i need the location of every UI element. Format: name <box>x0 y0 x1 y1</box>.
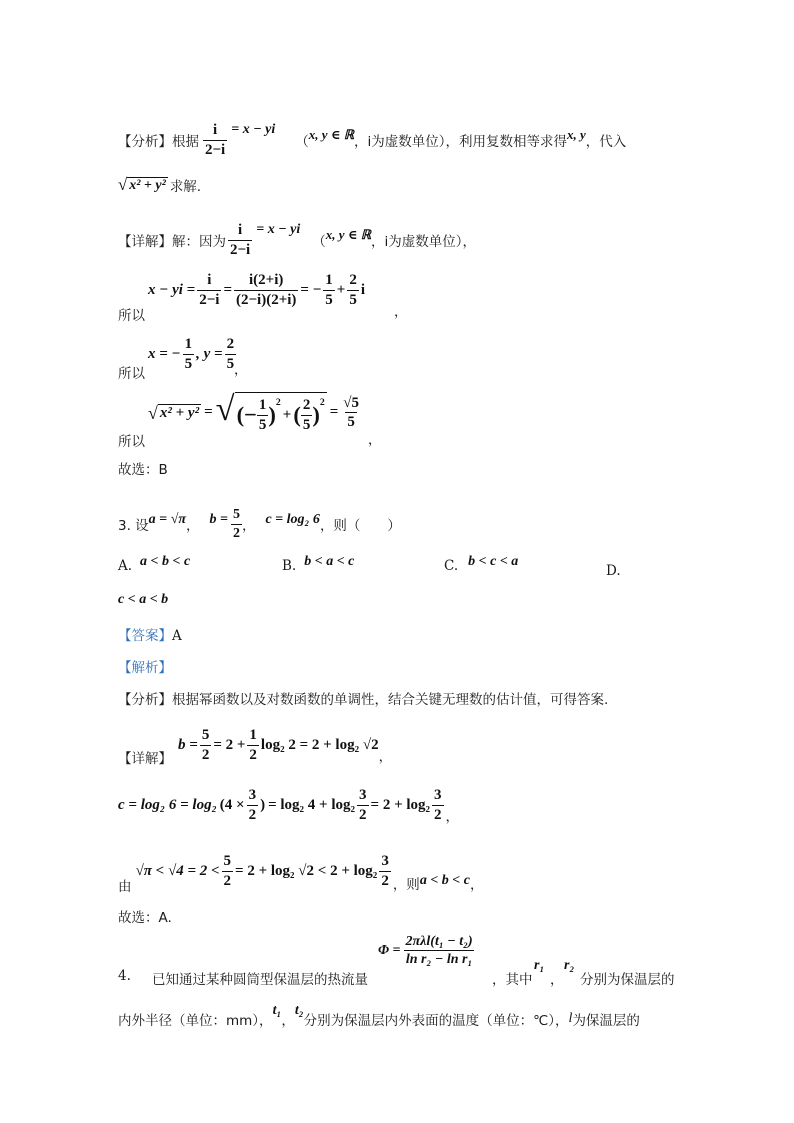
fraction-4: $\frac{2}{5}$ <box>349 272 357 308</box>
so-label: 所以 <box>118 366 145 382</box>
fraction-5-2: $\frac{5}{2}$ <box>232 507 240 541</box>
option-d-content: c < a < b <box>118 592 169 607</box>
fraction-3-2: $\frac{3}{2}$ <box>248 787 257 823</box>
fraction-1-2: $\frac{1}{2}$ <box>249 727 257 763</box>
option-c[interactable]: C. b < c < a <box>444 554 519 574</box>
step-2-equation: x = − $\frac{1}{5}$ , y = $\frac{2}{5}$ <box>148 336 235 372</box>
sqrt-sum-of-squares: √ (− $\frac{1}{5}$ ) $^2$ + ( $\frac{2}{5}$ ) $^2$ <box>215 390 325 433</box>
condition-tail: ，i为虚数单位），利用复数相等求得 <box>354 134 568 150</box>
analysis-line-1: 【分析】根据 $\frac{i}{2-i}$ = x − yi （ x, y ∈ ℝ ，i为虚数单位），利用复数相等求得 x, y ，代入 <box>118 122 627 158</box>
analysis-line-2 <box>118 170 201 200</box>
option-a[interactable]: A. a < b < c <box>118 554 191 574</box>
c-line: c = log₂ 6 = log₂ (4 × $\frac{3}{2}$ ) = log₂ 4 + log₂ $\frac{3}{2}$ = 2 + log₂ $\frac{3}{2}$ ， <box>118 787 460 825</box>
step-3-equation: √ x² + y² = √ (− $\frac{1}{5}$ ) $^2$ + ( $\frac{2}{5}$ ) $^2$ = $\frac{√5}{5}$ <box>148 390 360 433</box>
analysis-tag: 【解析】 <box>118 660 172 676</box>
so-label: 所以 <box>118 308 145 324</box>
sqrt-x2-plus-y2: √ x² + y² <box>118 174 166 194</box>
detail-label: 【详解】 <box>118 751 172 767</box>
analysis-prefix: 【分析】根据 <box>118 134 199 150</box>
fraction-2-5: $\frac{2}{5}$ <box>226 336 235 372</box>
you-label: 由 <box>118 879 132 895</box>
detail-prefix: 【详解】解：因为 <box>118 234 226 250</box>
so-label: 所以 <box>118 434 145 450</box>
b-definition: b = <box>209 512 228 527</box>
equation-rhs: = x − yi <box>231 122 276 137</box>
fraction-3-2: $\frac{3}{2}$ <box>381 853 389 889</box>
xy-symbols: x, y <box>567 127 586 142</box>
analysis-text: 【分析】根据幂函数以及对数函数的单调性，结合关键无理数的估计值，可得答案. <box>118 692 609 708</box>
fraction-sqrt5-over-5: $\frac{√5}{5}$ <box>343 394 360 430</box>
answer-value: A <box>172 628 182 644</box>
condition-math: x, y ∈ ℝ <box>325 227 371 242</box>
answer-tag: 【答案】 <box>118 628 172 644</box>
question-3: 3. 设 a = √π ， b = $\frac{5}{2}$ ， c = log₂ 6 ，则（ ） <box>118 507 401 541</box>
question-4-line-1: 4. 已知通过某种圆筒型保温层的热流量 Φ = $\frac{\text{2πλl(t₁ − t₂)}}{\text{ln r₂ − ln r₁}}$ ，其中 r₁ ， r₂ 分别为保温层的 <box>118 934 675 988</box>
detail-b-line: 【详解】 b = $\frac{5}{2}$ = 2 + $\frac{1}{2}$ log₂ 2 = 2 + log₂ √2 ， <box>118 727 393 767</box>
fraction-5-2: $\frac{5}{2}$ <box>201 727 210 763</box>
answer-line <box>118 624 182 644</box>
heat-flux-fraction: $\frac{\text{2πλl(t₁ − t₂)}}{\text{ln r₂ − ln r₁}}$ <box>405 934 473 968</box>
question-3-prefix: 3. 设 <box>118 518 149 534</box>
question-4-text: 已知通过某种圆筒型保温层的热流量 <box>152 972 368 988</box>
question-4-number: 4. <box>118 968 131 984</box>
heat-flux-formula: Φ = $\frac{\text{2πλl(t₁ − t₂)}}{\text{ln r₂ − ln r₁}}$ <box>378 934 473 968</box>
option-d-label[interactable]: D. <box>606 563 621 579</box>
you-line: 由 √π < √4 = 2 < $\frac{5}{2}$ = 2 + log₂ √2 < 2 + log₂ $\frac{3}{2}$ ，则 a < b < c ， <box>118 853 484 895</box>
fraction-i-over-2-minus-i: $\frac{i}{2-i}$ <box>205 122 226 158</box>
fraction-2: $\frac{i(2+i)}{(2-i)(2+i)}$ <box>236 272 297 308</box>
condition-math: x, y ∈ ℝ <box>308 127 354 142</box>
fraction-3-2: $\frac{3}{2}$ <box>434 787 442 823</box>
detail-line-1: 【详解】解：因为 $\frac{i}{2-i}$ = x − yi （ x, y ∈ ℝ ，i为虚数单位）， <box>118 222 477 258</box>
question-4-line-2: 内外半径（单位：mm）， t₁ ， t₂ 分别为保温层内外表面的温度（单位：℃）， l 为保温层的 <box>118 1003 640 1029</box>
a-definition: a = √π <box>148 512 186 527</box>
fraction-neg-1-5: $\frac{1}{5}$ <box>184 336 193 372</box>
condition-tail: ，i为虚数单位）， <box>371 234 477 250</box>
choice-line-1: 故选：B <box>118 462 168 478</box>
option-b[interactable]: B. b < a < c <box>282 554 355 574</box>
fraction-1: $\frac{i}{2-i}$ <box>199 272 220 308</box>
fraction-3: $\frac{1}{5}$ <box>325 272 333 308</box>
equation-rhs: = x − yi <box>256 222 301 237</box>
sqrt-x2-plus-y2: √ x² + y² <box>148 402 200 423</box>
step-1-equation: x − yi = $\frac{i}{2-i}$ = $\frac{i(2+i)}{(2-i)(2+i)}$ = − $\frac{1}{5}$ + $\frac{2}{5}$ i <box>148 272 366 308</box>
choice-line-2: 故选：A. <box>118 910 172 926</box>
c-definition: c = log₂ 6 <box>265 512 320 527</box>
fraction-i-over-2-minus-i: $\frac{i}{2-i}$ <box>230 222 251 258</box>
solve-text: 求解. <box>169 179 202 195</box>
fraction-5-2: $\frac{5}{2}$ <box>223 853 232 889</box>
fraction-3-2: $\frac{3}{2}$ <box>359 787 367 823</box>
